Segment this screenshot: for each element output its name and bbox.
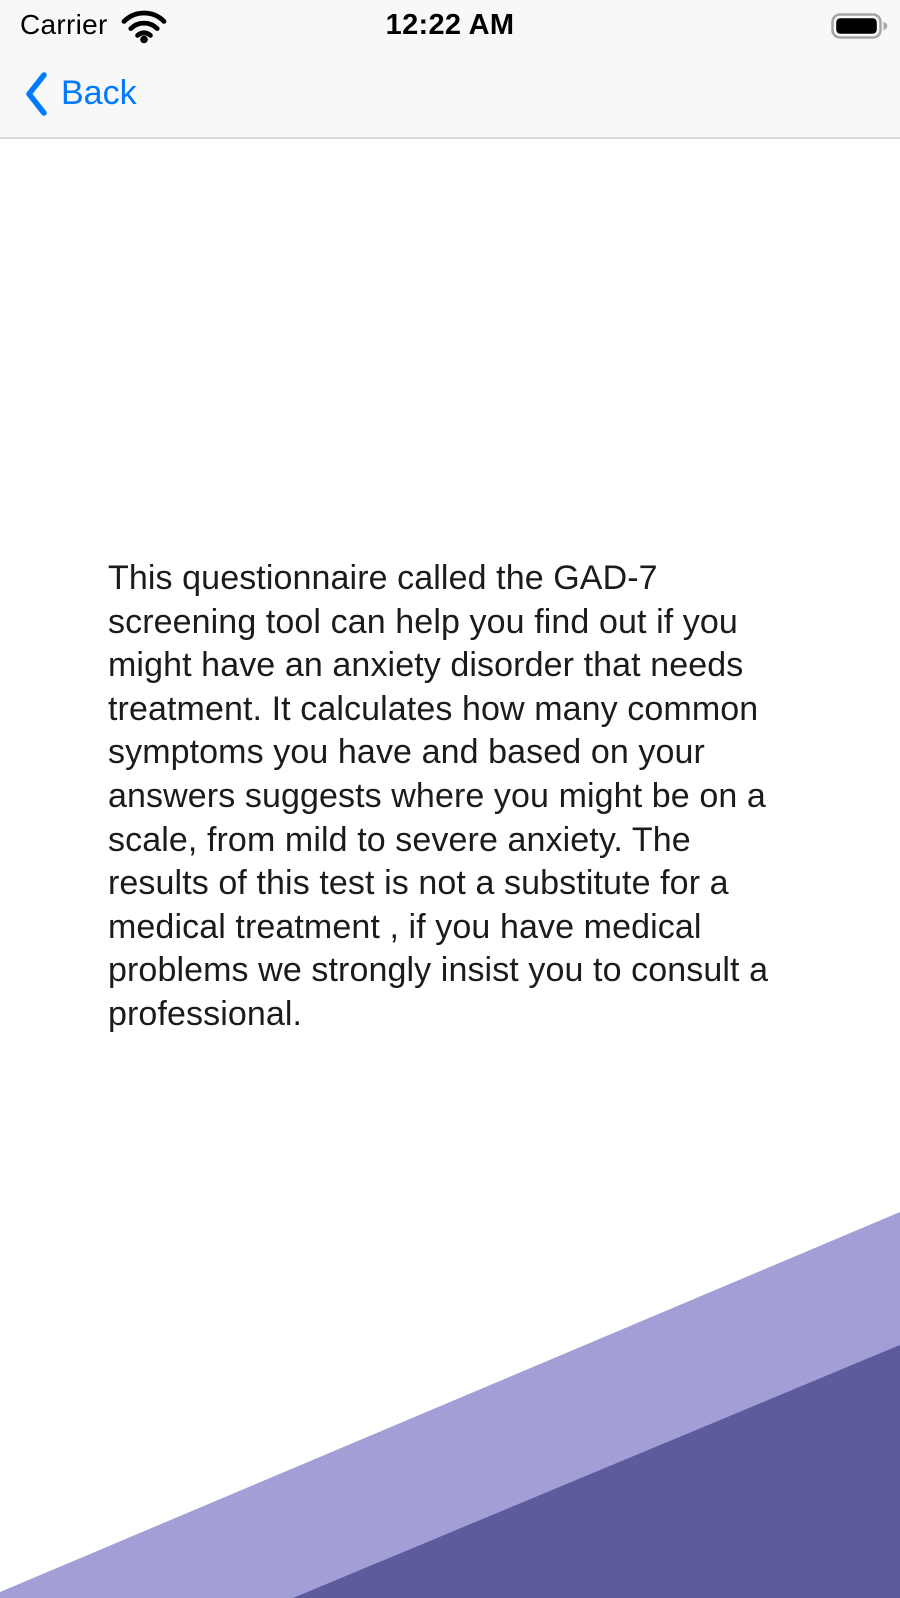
status-time: 12:22 AM bbox=[385, 9, 515, 41]
back-label: Back bbox=[61, 74, 137, 112]
chevron-left-icon bbox=[22, 71, 50, 117]
carrier-label: Carrier bbox=[20, 9, 108, 40]
back-button[interactable] bbox=[22, 71, 137, 117]
header bbox=[0, 0, 900, 139]
battery-icon bbox=[831, 13, 889, 39]
status-bar bbox=[0, 0, 900, 50]
nav-bar bbox=[0, 50, 900, 137]
description-text: This questionnaire called the GAD-7 screening tool can help you find out if you might have an anxiety disorder that needs treatment. It calculates how many common symptoms you have and based on your answers suggests where you might be on a scale, from mild to severe anxiety. The results of this test is not a substitute for a medical treatment , if you have medical problems we strongly insist you to consult a professional. bbox=[108, 559, 769, 1033]
